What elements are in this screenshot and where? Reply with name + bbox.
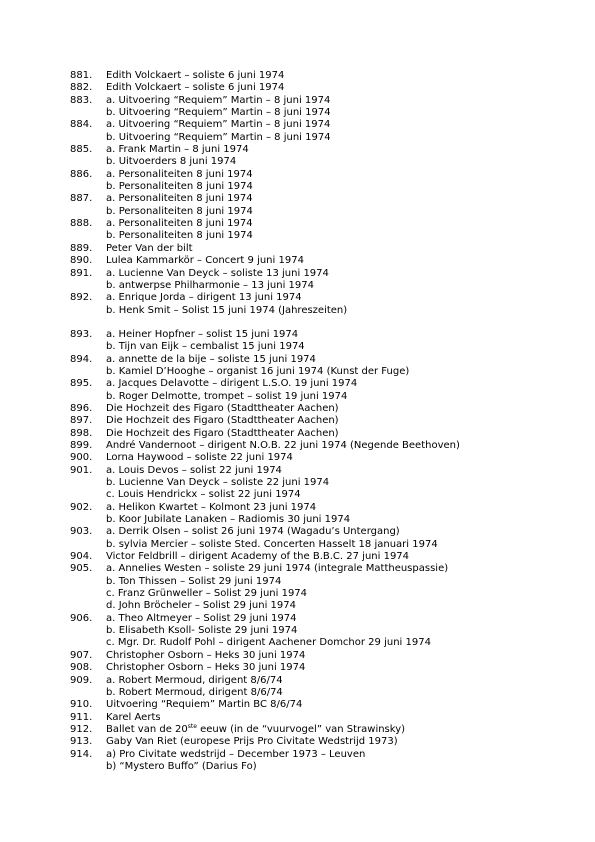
- entry-text: a. Personaliteiten 8 juni 1974: [106, 168, 253, 180]
- list-item: [70, 95, 570, 107]
- entry-number: 907.: [70, 649, 93, 661]
- entry-text: a) Pro Civitate wedstrijd – December 1973 – Leuven: [106, 748, 366, 760]
- list-item: [70, 354, 570, 366]
- entry-text: a. Frank Martin – 8 juni 1974: [106, 144, 249, 156]
- entry-text: Peter Van der bilt: [106, 242, 193, 254]
- entry-number: 913.: [70, 736, 93, 748]
- list-item: [70, 119, 570, 131]
- entry-text: a. Annelies Westen – soliste 29 juni 1974 (integrale Mattheuspassie): [106, 563, 449, 575]
- list-item: [70, 268, 570, 280]
- entry-number: 898.: [70, 427, 93, 439]
- entry-text: b. Roger Delmotte, trompet – solist 19 juni 1974: [106, 390, 348, 402]
- entry-number: 905.: [70, 563, 93, 575]
- list-item: [70, 70, 570, 82]
- list-item-subline: [70, 477, 570, 489]
- entry-number: 903.: [70, 526, 93, 538]
- entry-text: b. Ton Thissen – Solist 29 juni 1974: [106, 575, 282, 587]
- entry-text: b. Personaliteiten 8 juni 1974: [106, 181, 253, 193]
- entry-number: 892.: [70, 292, 93, 304]
- entry-number: 899.: [70, 439, 93, 451]
- entry-text: a. Louis Devos – solist 22 juni 1974: [106, 464, 282, 476]
- list-item-subline: [70, 206, 570, 218]
- list-item-subline: [70, 588, 570, 600]
- list-item-subline: [70, 341, 570, 353]
- entry-number: 889.: [70, 242, 93, 254]
- entry-text-part: Ballet van de 20: [106, 723, 188, 735]
- entry-text: Edith Volckaert – soliste 6 juni 1974: [106, 70, 285, 81]
- entry-text: b. Uitvoering “Requiem” Martin – 8 juni 1974: [106, 131, 331, 143]
- entry-number: 888.: [70, 218, 93, 230]
- entry-text: Edith Volckaert – soliste 6 juni 1974: [106, 82, 285, 94]
- list-item: [70, 699, 570, 711]
- list-item-subline: [70, 637, 570, 649]
- list-item: [70, 526, 570, 538]
- list-item-subline: [70, 305, 570, 317]
- entry-number: 895.: [70, 378, 93, 390]
- list-item-subline: [70, 181, 570, 193]
- entry-number: 890.: [70, 255, 93, 267]
- list-item: [70, 551, 570, 563]
- entry-text: a. Theo Altmeyer – Solist 29 juni 1974: [106, 612, 297, 624]
- entry-text: a. Helikon Kwartet – Kolmont 23 juni 1974: [106, 501, 317, 513]
- entry-number: 882.: [70, 82, 93, 94]
- entry-number: 908.: [70, 662, 93, 674]
- entry-number: 912.: [70, 723, 93, 735]
- entry-number: 901.: [70, 464, 93, 476]
- entry-text: Karel Aerts: [106, 711, 161, 723]
- entry-number: 891.: [70, 267, 93, 279]
- list-item-subline: [70, 391, 570, 403]
- list-item: [70, 724, 570, 736]
- list-item: [70, 169, 570, 181]
- entry-text: b. antwerpse Philharmonie – 13 juni 1974: [106, 279, 314, 291]
- ordinal-superscript: ste: [187, 722, 197, 730]
- entry-text: c. Franz Grünweller – Solist 29 juni 1974: [106, 588, 308, 600]
- entry-text: c. Mgr. Dr. Rudolf Pohl – dirigent Aachener Domchor 29 juni 1974: [106, 637, 431, 649]
- entry-number: 885.: [70, 144, 93, 156]
- list-item: [70, 662, 570, 674]
- list-item: [70, 452, 570, 464]
- entry-text: a. Derrik Olsen – solist 26 juni 1974 (Wagadu’s Untergang): [106, 526, 400, 538]
- entry-text: a. Uitvoering “Requiem” Martin – 8 juni 1974: [106, 119, 331, 131]
- entry-text: a. Lucienne Van Deyck – soliste 13 juni 1974: [106, 267, 329, 279]
- entry-text: Christopher Osborn – Heks 30 juni 1974: [106, 649, 306, 661]
- entry-number: 902.: [70, 501, 93, 513]
- list-item-subline: [70, 625, 570, 637]
- entry-text: a. Robert Mermoud, dirigent 8/6/74: [106, 674, 283, 686]
- list-item: [70, 428, 570, 440]
- entry-text: b. sylvia Mercier – soliste Sted. Concerten Hasselt 18 januari 1974: [106, 538, 438, 550]
- list-item-subline: [70, 132, 570, 144]
- list-item: [70, 749, 570, 761]
- entry-text: [106, 724, 405, 736]
- list-item: [70, 502, 570, 514]
- list-item-subline: [70, 230, 570, 242]
- list-item-subline: [70, 156, 570, 168]
- list-item: [70, 329, 570, 341]
- entry-text: Die Hochzeit des Figaro (Stadttheater Aachen): [106, 415, 339, 427]
- list-item: [70, 292, 570, 304]
- entry-text: b. Personaliteiten 8 juni 1974: [106, 205, 253, 217]
- entry-number: 904.: [70, 551, 93, 563]
- entry-number: 909.: [70, 674, 93, 686]
- list-item: [70, 218, 570, 230]
- list-item: [70, 255, 570, 267]
- entry-text: c. Louis Hendrickx – solist 22 juni 1974: [106, 489, 301, 501]
- entry-text: b. Elisabeth Ksoll- Soliste 29 juni 1974: [106, 625, 298, 637]
- entry-text: Gaby Van Riet (europese Prijs Pro Civitate Wedstrijd 1973): [106, 736, 398, 748]
- list-item-subline: [70, 600, 570, 612]
- entry-text: a. Personaliteiten 8 juni 1974: [106, 218, 253, 230]
- list-item: [70, 415, 570, 427]
- list-item: [70, 613, 570, 625]
- entry-text: Uitvoering “Requiem” Martin BC 8/6/74: [106, 699, 303, 711]
- list-item: [70, 82, 570, 94]
- entry-text: a. Enrique Jorda – dirigent 13 juni 1974: [106, 292, 302, 304]
- entry-number: 900.: [70, 452, 93, 464]
- list-item: [70, 675, 570, 687]
- list-item: [70, 563, 570, 575]
- list-item: [70, 650, 570, 662]
- entry-number: 911.: [70, 711, 93, 723]
- list-item: [70, 193, 570, 205]
- entry-number: 881.: [70, 70, 93, 81]
- list-item: [70, 465, 570, 477]
- entry-number: 914.: [70, 748, 93, 760]
- entry-text: b. Uitvoerders 8 juni 1974: [106, 156, 237, 168]
- entry-number: 893.: [70, 328, 93, 340]
- entry-text-part: eeuw (in de “vuurvogel” van Strawinsky): [196, 723, 406, 735]
- entry-number: 884.: [70, 119, 93, 131]
- entry-text: a. annette de la bije – soliste 15 juni 1974: [106, 353, 316, 365]
- entry-number: 897.: [70, 415, 93, 427]
- entry-text: a. Uitvoering “Requiem” Martin – 8 juni 1974: [106, 94, 331, 106]
- list-item-subline: [70, 687, 570, 699]
- entry-text: b. Lucienne Van Deyck – soliste 22 juni 1974: [106, 477, 330, 488]
- list-item-subline: [70, 366, 570, 378]
- entry-text: Victor Feldbrill – dirigent Academy of the B.B.C. 27 juni 1974: [106, 551, 410, 563]
- list-item-subline: [70, 514, 570, 526]
- entry-number: 886.: [70, 168, 93, 180]
- entry-number: 910.: [70, 699, 93, 711]
- entry-number: 894.: [70, 353, 93, 365]
- list-item-subline: [70, 539, 570, 551]
- entry-text: Lorna Haywood – soliste 22 juni 1974: [106, 452, 293, 464]
- entry-text: b. Tijn van Eijk – cembalist 15 juni 1974: [106, 341, 305, 353]
- entry-text: b. Henk Smit – Solist 15 juni 1974 (Jahreszeiten): [106, 304, 348, 316]
- entry-text: b. Koor Jubilate Lanaken – Radiomis 30 juni 1974: [106, 514, 351, 526]
- entry-number: 887.: [70, 193, 93, 205]
- list-item: [70, 712, 570, 724]
- entry-text: d. John Bröcheler – Solist 29 juni 1974: [106, 600, 296, 612]
- list-item: [70, 440, 570, 452]
- entry-text: b. Personaliteiten 8 juni 1974: [106, 230, 253, 242]
- entry-text: a. Personaliteiten 8 juni 1974: [106, 193, 253, 205]
- entry-text: Christopher Osborn – Heks 30 juni 1974: [106, 662, 306, 674]
- entry-number: 896.: [70, 402, 93, 414]
- entry-list: [70, 70, 570, 773]
- entry-text: b. Robert Mermoud, dirigent 8/6/74: [106, 686, 283, 698]
- list-item-subline: [70, 107, 570, 119]
- entry-number: 906.: [70, 612, 93, 624]
- list-item: [70, 144, 570, 156]
- list-item-subline: [70, 280, 570, 292]
- entry-text: Die Hochzeit des Figaro (Stadttheater Aachen): [106, 427, 339, 439]
- entry-text: a. Jacques Delavotte – dirigent L.S.O. 19 juni 1974: [106, 378, 358, 390]
- entry-text: Lulea Kammarkör – Concert 9 juni 1974: [106, 255, 304, 267]
- list-item: [70, 243, 570, 255]
- list-item-subline: [70, 489, 570, 501]
- entry-text: b) “Mystero Buffo” (Darius Fo): [106, 760, 257, 772]
- list-item-subline: [70, 761, 570, 773]
- entry-text: b. Uitvoering “Requiem” Martin – 8 juni 1974: [106, 107, 331, 119]
- entry-text: b. Kamiel D’Hooghe – organist 16 juni 1974 (Kunst der Fuge): [106, 365, 410, 377]
- list-item-subline: [70, 576, 570, 588]
- entry-text: André Vandernoot – dirigent N.O.B. 22 juni 1974 (Negende Beethoven): [106, 439, 460, 451]
- list-item: [70, 403, 570, 415]
- entry-text: a. Heiner Hopfner – solist 15 juni 1974: [106, 328, 299, 340]
- list-item: [70, 736, 570, 748]
- list-item: [70, 378, 570, 390]
- entry-text: Die Hochzeit des Figaro (Stadttheater Aachen): [106, 402, 339, 414]
- entry-number: 883.: [70, 94, 93, 106]
